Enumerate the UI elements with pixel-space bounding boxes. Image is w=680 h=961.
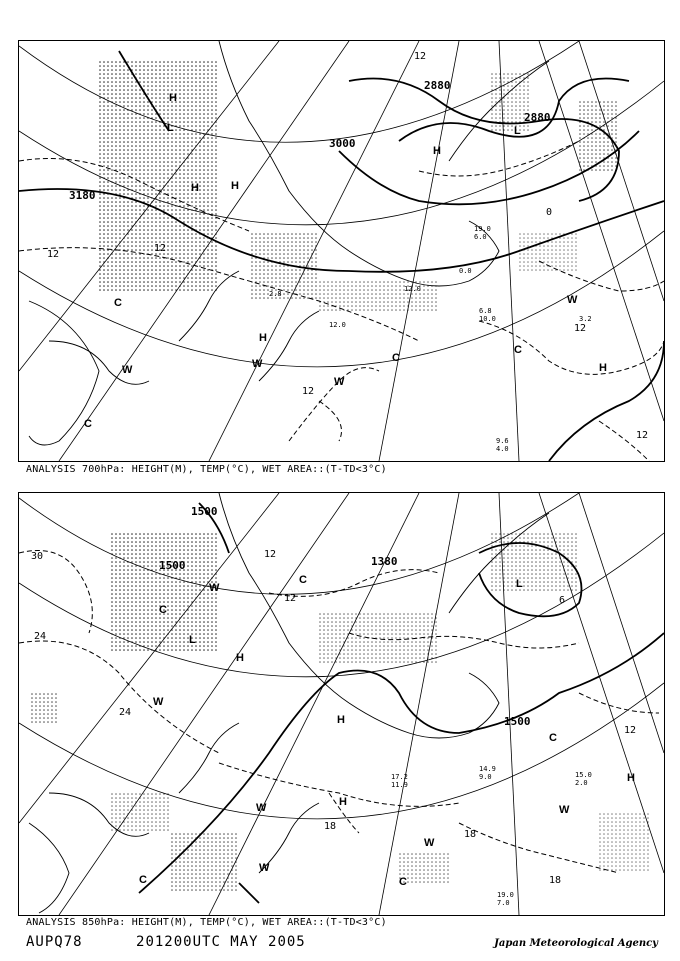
high-symbol: H xyxy=(627,772,635,784)
station-value: 12.0 xyxy=(404,285,421,293)
low-symbol: L xyxy=(167,122,174,134)
chart-footer xyxy=(26,934,306,950)
wet-area-stipple xyxy=(99,61,619,311)
warm-symbol: W xyxy=(567,294,578,306)
cold-symbol: C xyxy=(549,732,557,744)
cold-symbol: C xyxy=(514,344,522,356)
temp-label: 0 xyxy=(546,207,553,218)
station-value: 0.0 xyxy=(459,267,472,275)
height-label: 1380 xyxy=(371,555,398,568)
high-symbol: H xyxy=(599,362,607,374)
station-value: 10.0 xyxy=(479,315,496,323)
temp-label: 24 xyxy=(119,707,132,718)
temp-label: 12 xyxy=(574,323,587,334)
temp-label: 24 xyxy=(34,631,47,642)
station-value: 2.8 xyxy=(269,290,282,298)
height-label: 1500 xyxy=(191,505,218,518)
height-label: 1500 xyxy=(504,715,531,728)
temp-label: 18 xyxy=(324,821,337,832)
map-panel-850hpa xyxy=(18,492,665,916)
station-value: 6.0 xyxy=(474,233,487,241)
temp-label: 12 xyxy=(284,593,297,604)
station-values xyxy=(391,765,592,907)
caption-850hpa: ANALYSIS 850hPa: HEIGHT(M), TEMP(°C), WET AREA::(T-TD<3°C) xyxy=(26,917,387,928)
high-symbol: H xyxy=(339,796,347,808)
valid-datetime: 201200UTC MAY 2005 xyxy=(136,934,306,950)
cold-symbol: C xyxy=(299,574,307,586)
low-symbol: L xyxy=(514,125,521,137)
low-symbol: L xyxy=(516,578,523,590)
warm-symbol: W xyxy=(256,802,267,814)
low-symbol: L xyxy=(189,634,196,646)
high-symbol: H xyxy=(236,652,244,664)
temp-label: 12 xyxy=(636,430,649,441)
temp-label: 18 xyxy=(549,875,562,886)
high-symbol: H xyxy=(231,180,239,192)
warm-symbol: W xyxy=(252,358,263,370)
warm-symbol: W xyxy=(122,364,133,376)
station-value: 9.0 xyxy=(479,773,492,781)
temp-label: 12 xyxy=(414,51,427,62)
station-value: 14.9 xyxy=(479,765,496,773)
high-symbol: H xyxy=(259,332,267,344)
cold-symbol: C xyxy=(84,418,92,430)
height-label: 3000 xyxy=(329,137,356,150)
map-panel-700hpa xyxy=(18,40,665,462)
high-symbol: H xyxy=(433,145,441,157)
warm-symbol: C xyxy=(392,352,400,364)
temp-label: 12 xyxy=(264,549,277,560)
station-value: 19.0 xyxy=(474,225,491,233)
map-700hpa-canvas xyxy=(19,41,664,461)
high-symbol: H xyxy=(169,92,177,104)
chart-id: AUPQ78 xyxy=(26,934,83,950)
temp-label: 12 xyxy=(47,249,60,260)
station-value: 17.2 xyxy=(391,773,408,781)
warm-symbol: W xyxy=(559,804,570,816)
station-value: 11.9 xyxy=(391,781,408,789)
warm-symbol: W xyxy=(153,696,164,708)
temp-label: 30 xyxy=(31,551,44,562)
warm-symbol: W xyxy=(334,376,345,388)
warm-symbol: W xyxy=(259,862,270,874)
station-value: 15.0 xyxy=(575,771,592,779)
station-value: 9.6 xyxy=(496,437,509,445)
temp-label: 12 xyxy=(624,725,637,736)
station-value: 7.0 xyxy=(497,899,510,907)
cold-symbol: C xyxy=(399,876,407,888)
cold-symbol: C xyxy=(159,604,167,616)
height-label: 2880 xyxy=(524,111,551,124)
temp-label: 12 xyxy=(154,243,167,254)
temp-label: 6 xyxy=(559,595,566,606)
high-symbol: H xyxy=(337,714,345,726)
station-value: 2.0 xyxy=(575,779,588,787)
warm-symbol: W xyxy=(424,837,435,849)
height-label: 1500 xyxy=(159,559,186,572)
agency-credit: Japan Meteorological Agency xyxy=(494,938,658,949)
station-value: 19.0 xyxy=(497,891,514,899)
station-value: 4.0 xyxy=(496,445,509,453)
coastlines xyxy=(29,493,549,913)
station-value: 6.8 xyxy=(479,307,492,315)
temp-label: 12 xyxy=(302,386,315,397)
temp-label: 18 xyxy=(464,829,477,840)
warm-symbol: W xyxy=(209,582,220,594)
caption-700hpa: ANALYSIS 700hPa: HEIGHT(M), TEMP(°C), WET AREA::(T-TD<3°C) xyxy=(26,464,387,475)
station-value: 12.0 xyxy=(329,321,346,329)
height-label: 2880 xyxy=(424,79,451,92)
cold-symbol: C xyxy=(139,874,147,886)
height-label: 3180 xyxy=(69,189,96,202)
map-850hpa-canvas xyxy=(19,493,664,915)
cold-symbol: C xyxy=(114,297,122,309)
high-symbol: H xyxy=(191,182,199,194)
station-value: 3.2 xyxy=(579,315,592,323)
